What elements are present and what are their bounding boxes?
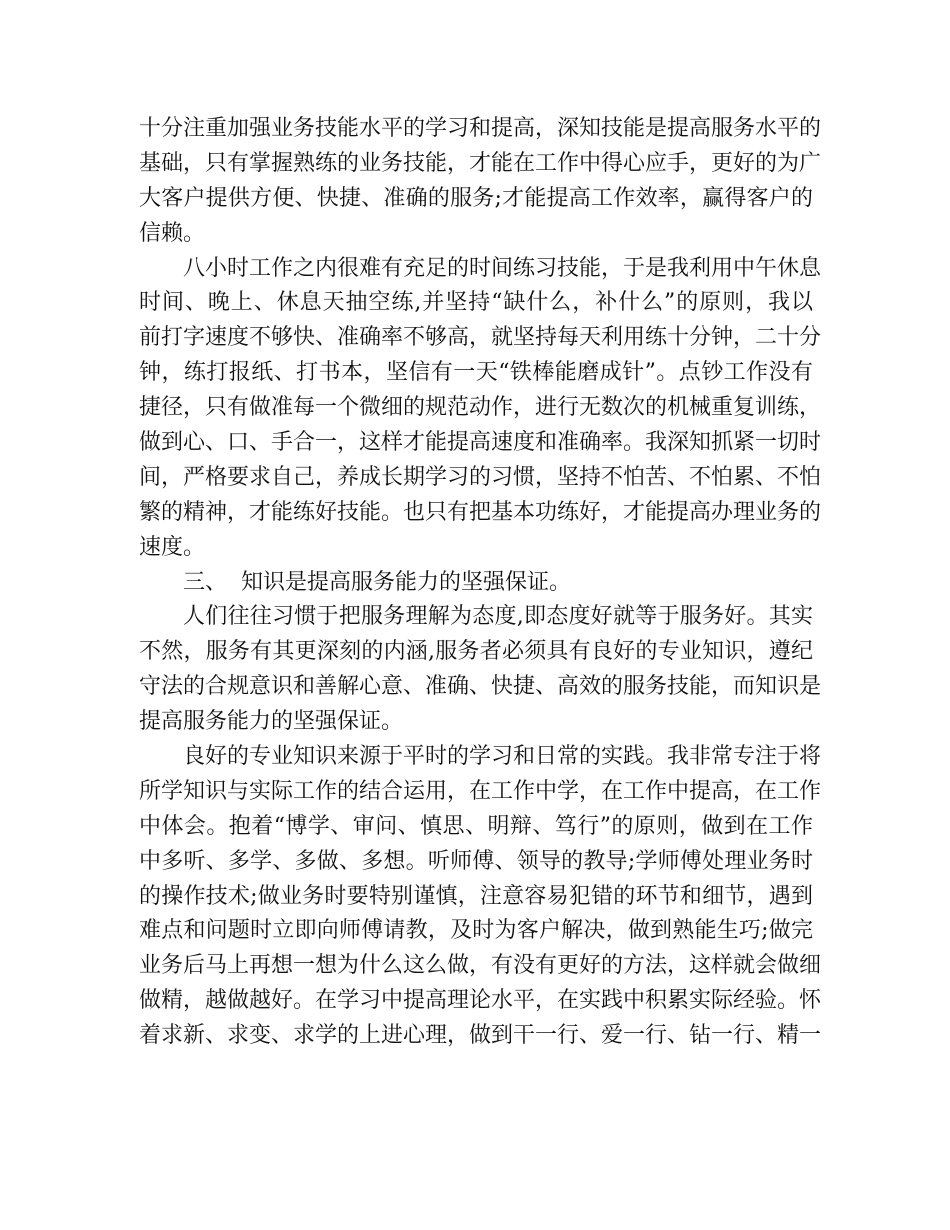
heading-line: 三、 知识是提高服务能力的坚强保证。 <box>183 569 571 595</box>
text-line: 难点和问题时立即向师傅请教，及时为客户解决，做到熟能生巧;做完 <box>139 918 813 944</box>
text-line: 繁的精神，才能练好技能。也只有把基本功练好，才能提高办理业务的 <box>139 499 822 525</box>
text-line: 基础，只有掌握熟练的业务技能，才能在工作中得心应手，更好的为广 <box>139 150 822 176</box>
text-line: 守法的合规意识和善解心意、准确、快捷、高效的服务技能，而知识是 <box>139 674 822 700</box>
text-line: 不然，服务有其更深刻的内涵,服务者必须具有良好的专业知识，遵纪 <box>139 639 813 665</box>
paragraph-4 <box>139 600 822 740</box>
text-line: 做精，越做越好。在学习中提高理论水平，在实践中积累实际经验。怀 <box>139 988 822 1014</box>
text-line: 钟，练打报纸、打书本，坚信有一天“铁棒能磨成针”。点钞工作没有 <box>139 360 813 386</box>
text-line: 信赖。 <box>139 220 206 246</box>
text-line: 大客户提供方便、快捷、准确的服务;才能提高工作效率，赢得客户的 <box>139 185 813 211</box>
text-line: 业务后马上再想一想为什么这么做，有没有更好的方法，这样就会做细 <box>139 953 822 979</box>
text-line: 的操作技术;做业务时要特别谨慎，注意容易犯错的环节和细节，遇到 <box>139 883 813 909</box>
text-line: 人们往往习惯于把服务理解为态度,即态度好就等于服务好。其实 <box>183 604 813 630</box>
paragraph-2 <box>139 252 822 566</box>
text-line: 中多听、多学、多做、多想。听师傅、领导的教导;学师傅处理业务时 <box>139 848 813 874</box>
section-heading <box>139 566 813 601</box>
text-line: 所学知识与实际工作的结合运用，在工作中学，在工作中提高，在工作 <box>139 778 822 804</box>
text-line: 良好的专业知识来源于平时的学习和日常的实践。我非常专注于将 <box>183 744 822 770</box>
document-body <box>139 112 822 1054</box>
text-line: 提高服务能力的坚强保证。 <box>139 709 404 735</box>
text-line: 前打字速度不够快、准确率不够高，就坚持每天利用练十分钟，二十分 <box>139 325 822 351</box>
text-line: 八小时工作之内很难有充足的时间练习技能，于是我利用中午休息 <box>183 255 822 281</box>
text-line: 中体会。抱着“博学、审问、慎思、明辩、笃行”的原则，做到在工作 <box>139 813 813 839</box>
text-line: 捷径，只有做准每一个微细的规范动作，进行无数次的机械重复训练， <box>139 395 822 421</box>
text-line: 速度。 <box>139 534 206 560</box>
text-line: 着求新、求变、求学的上进心理，做到干一行、爱一行、钻一行、精一 <box>139 1023 822 1049</box>
text-line: 做到心、口、手合一，这样才能提高速度和准确率。我深知抓紧一切时 <box>139 430 822 456</box>
text-line: 十分注重加强业务技能水平的学习和提高，深知技能是提高服务水平的 <box>139 116 822 141</box>
paragraph-5 <box>139 740 822 1054</box>
text-line: 间，严格要求自己，养成长期学习的习惯，坚持不怕苦、不怕累、不怕 <box>139 464 822 490</box>
text-line: 时间、晚上、休息天抽空练,并坚持“缺什么，补什么”的原则，我以 <box>139 290 813 316</box>
paragraph-1 <box>139 112 822 252</box>
